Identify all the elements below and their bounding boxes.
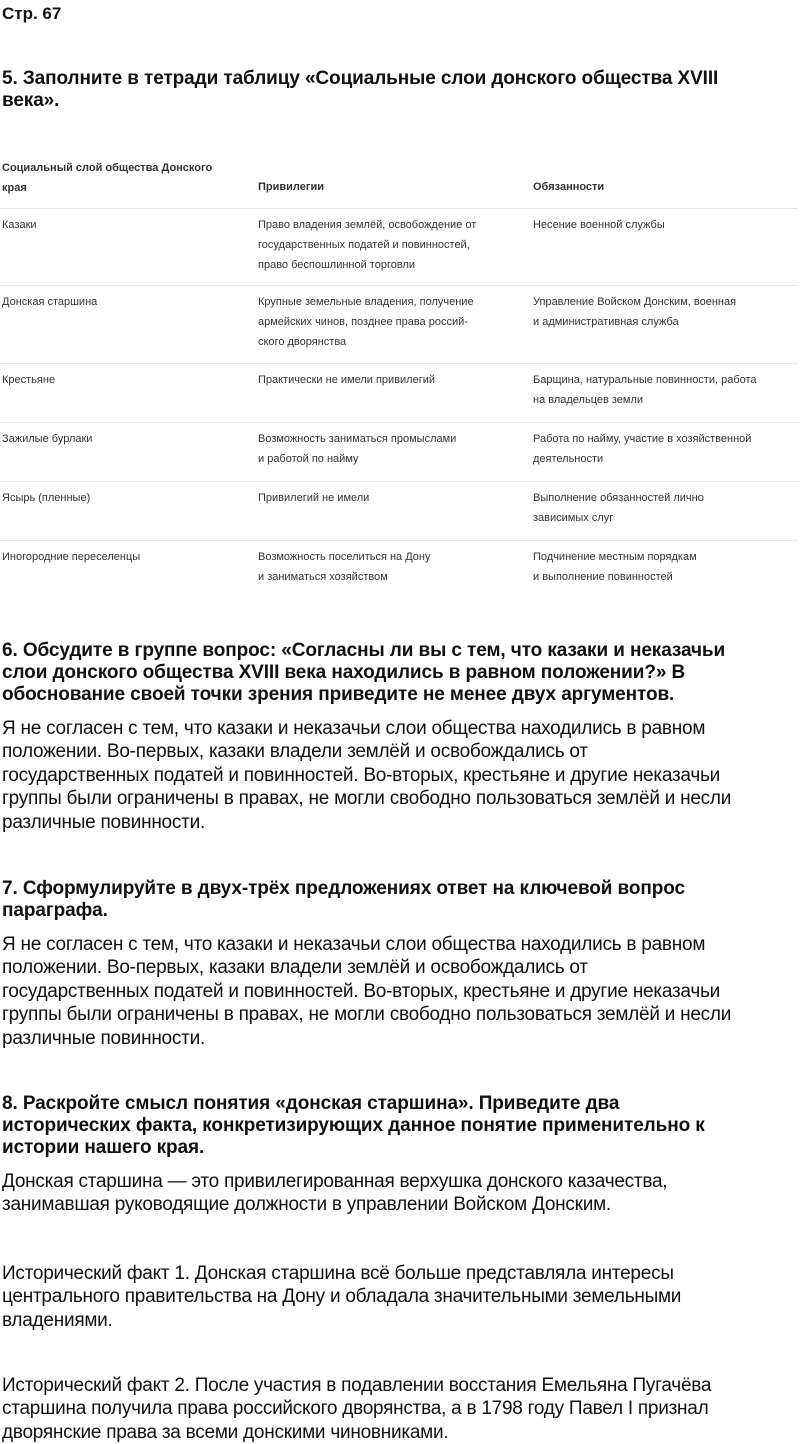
cell-line: Иногородние переселенцы (2, 551, 141, 563)
question-6 (2, 640, 792, 706)
cell-line: государственных податей и повинностей, (258, 239, 470, 251)
answer-8-fact-1 (2, 1262, 798, 1332)
cell-privileges (258, 215, 518, 275)
question-7-line: 7. Сформулируйте в двух-трёх предложениях ответ на ключевой вопрос (2, 878, 685, 899)
answer-6-line: различные повинности. (2, 811, 205, 833)
cell-line: Возможность заниматься промыслами (258, 433, 457, 445)
answer-8-line: Донская старшина — это привилегированная верхушка донского казачества, (2, 1171, 668, 1192)
cell-duties (533, 370, 795, 410)
answer-8-line: Исторический факт 1. Донская старшина всё больше представляла интересы (2, 1263, 674, 1284)
header-line: края (2, 182, 27, 194)
cell-layer (2, 292, 242, 312)
question-5-line: века». (2, 90, 60, 111)
answer-8-line: занимавшая руководящие должности в управлении Войском Донским. (2, 1194, 611, 1216)
answer-8-fact-2 (2, 1374, 798, 1444)
cell-line: Ясырь (пленные) (2, 492, 91, 504)
cell-line: Крестьяне (2, 374, 56, 386)
header-duties: Обязанности (533, 181, 605, 193)
cell-privileges (258, 370, 518, 390)
table-row (0, 423, 798, 482)
question-6-line: 6. Обсудите в группе вопрос: «Согласны ли вы с тем, что казаки и неказачьи (2, 640, 726, 661)
cell-line: зависимых слуг (533, 512, 614, 524)
answer-7-line: государственных податей и повинностей. Во-вторых, крестьяне и другие неказачьи (2, 980, 720, 1002)
cell-line: Привилегий не имели (258, 492, 370, 504)
answer-6-line: Я не согласен с тем, что казаки и неказачьи слои общества находились в равном (2, 718, 706, 739)
answer-7-line: положении. Во-первых, казаки владели землёй и освобождались от (2, 957, 588, 979)
answer-7-line: группы были ограничены в правах, не могли свободно пользоваться землёй и несли (2, 1004, 732, 1026)
table-row (0, 286, 798, 364)
table-row (0, 482, 798, 541)
cell-duties (533, 488, 795, 528)
cell-line: Право владения землёй, освобождение от (258, 219, 477, 231)
cell-privileges (258, 292, 518, 352)
cell-layer (2, 370, 242, 390)
cell-layer (2, 547, 242, 567)
cell-line: право беспошлинной торговли (258, 259, 416, 271)
answer-7-line: различные повинности. (2, 1027, 205, 1049)
answer-8-line: владениями. (2, 1309, 113, 1331)
question-6-line: слои донского общества XVIII века находились в равном положении?» В (2, 662, 686, 683)
answer-6-line: государственных податей и повинностей. Во-вторых, крестьяне и другие неказачьи (2, 764, 720, 786)
table-row (0, 541, 798, 597)
cell-line: Казаки (2, 219, 37, 231)
page-number: Стр. 67 (2, 4, 62, 23)
cell-line: и заниматься хозяйством (258, 571, 388, 583)
answer-8-line: Исторический факт 2. После участия в подавлении восстания Емельяна Пугачёва (2, 1375, 712, 1396)
cell-line: и выполнение повинностей (533, 571, 673, 583)
question-7-line: параграфа. (2, 900, 108, 921)
question-8 (2, 1093, 792, 1159)
cell-line: ского дворянства (258, 336, 347, 348)
header-privileges: Привилегии (258, 181, 324, 193)
cell-line: Донская старшина (2, 296, 98, 308)
cell-duties (533, 292, 795, 332)
question-5-line: 5. Заполните в тетради таблицу «Социальные слои донского общества XVIII (2, 68, 719, 89)
question-8-line: истории нашего края. (2, 1137, 205, 1158)
question-7 (2, 878, 792, 922)
cell-line: Барщина, натуральные повинности, работа (533, 374, 757, 386)
answer-8-definition (2, 1170, 798, 1217)
social-layers-table (0, 156, 798, 597)
table-header (0, 156, 798, 209)
cell-line: Практически не имели привилегий (258, 374, 435, 386)
cell-line: деятельности (533, 453, 604, 465)
cell-line: Несение военной службы (533, 219, 665, 231)
question-8-line: исторических факта, конкретизирующих данное понятие применительно к (2, 1115, 705, 1136)
question-8-line: 8. Раскройте смысл понятия «донская старшина». Приведите два (2, 1093, 620, 1114)
header-social-layer (2, 158, 242, 198)
question-6-line: обоснование своей точки зрения приведите не менее двух аргументов. (2, 684, 675, 705)
table-row (0, 209, 798, 286)
cell-line: Подчинение местным порядкам (533, 551, 697, 563)
cell-line: Зажилые бурлаки (2, 433, 93, 445)
cell-line: армейских чинов, позднее права россий- (258, 316, 468, 328)
cell-duties (533, 429, 795, 469)
question-5 (2, 68, 792, 112)
cell-duties (533, 547, 795, 587)
answer-6 (2, 717, 798, 834)
answer-6-line: положении. Во-первых, казаки владели землёй и освобождались от (2, 741, 588, 763)
answer-8-line: дворянские права за всеми донскими чиновниками. (2, 1421, 449, 1443)
cell-line: и административная служба (533, 316, 679, 328)
answer-8-line: старшина получила права российского дворянства, а в 1798 году Павел I признал (2, 1398, 709, 1420)
cell-line: и работой по найму (258, 453, 359, 465)
answer-7-line: Я не согласен с тем, что казаки и неказачьи слои общества находились в равном (2, 934, 706, 955)
answer-7 (2, 933, 798, 1050)
header-line: Социальный слой общества Донского (2, 162, 213, 174)
cell-privileges (258, 429, 518, 469)
cell-layer (2, 215, 242, 235)
cell-line: Крупные земельные владения, получение (258, 296, 474, 308)
cell-duties (533, 215, 795, 235)
cell-line: Выполнение обязанностей лично (533, 492, 704, 504)
cell-line: Возможность поселиться на Дону (258, 551, 431, 563)
cell-line: Работа по найму, участие в хозяйственной (533, 433, 752, 445)
answer-6-line: группы были ограничены в правах, не могли свободно пользоваться землёй и несли (2, 788, 732, 810)
cell-privileges (258, 547, 518, 587)
cell-line: на владельцев земли (533, 394, 644, 406)
table-row (0, 364, 798, 423)
answer-8-line: центрального правительства на Дону и обладала значительными земельными (2, 1286, 682, 1308)
cell-privileges (258, 488, 518, 508)
cell-layer (2, 429, 242, 449)
cell-layer (2, 488, 242, 508)
cell-line: Управление Войском Донским, военная (533, 296, 737, 308)
